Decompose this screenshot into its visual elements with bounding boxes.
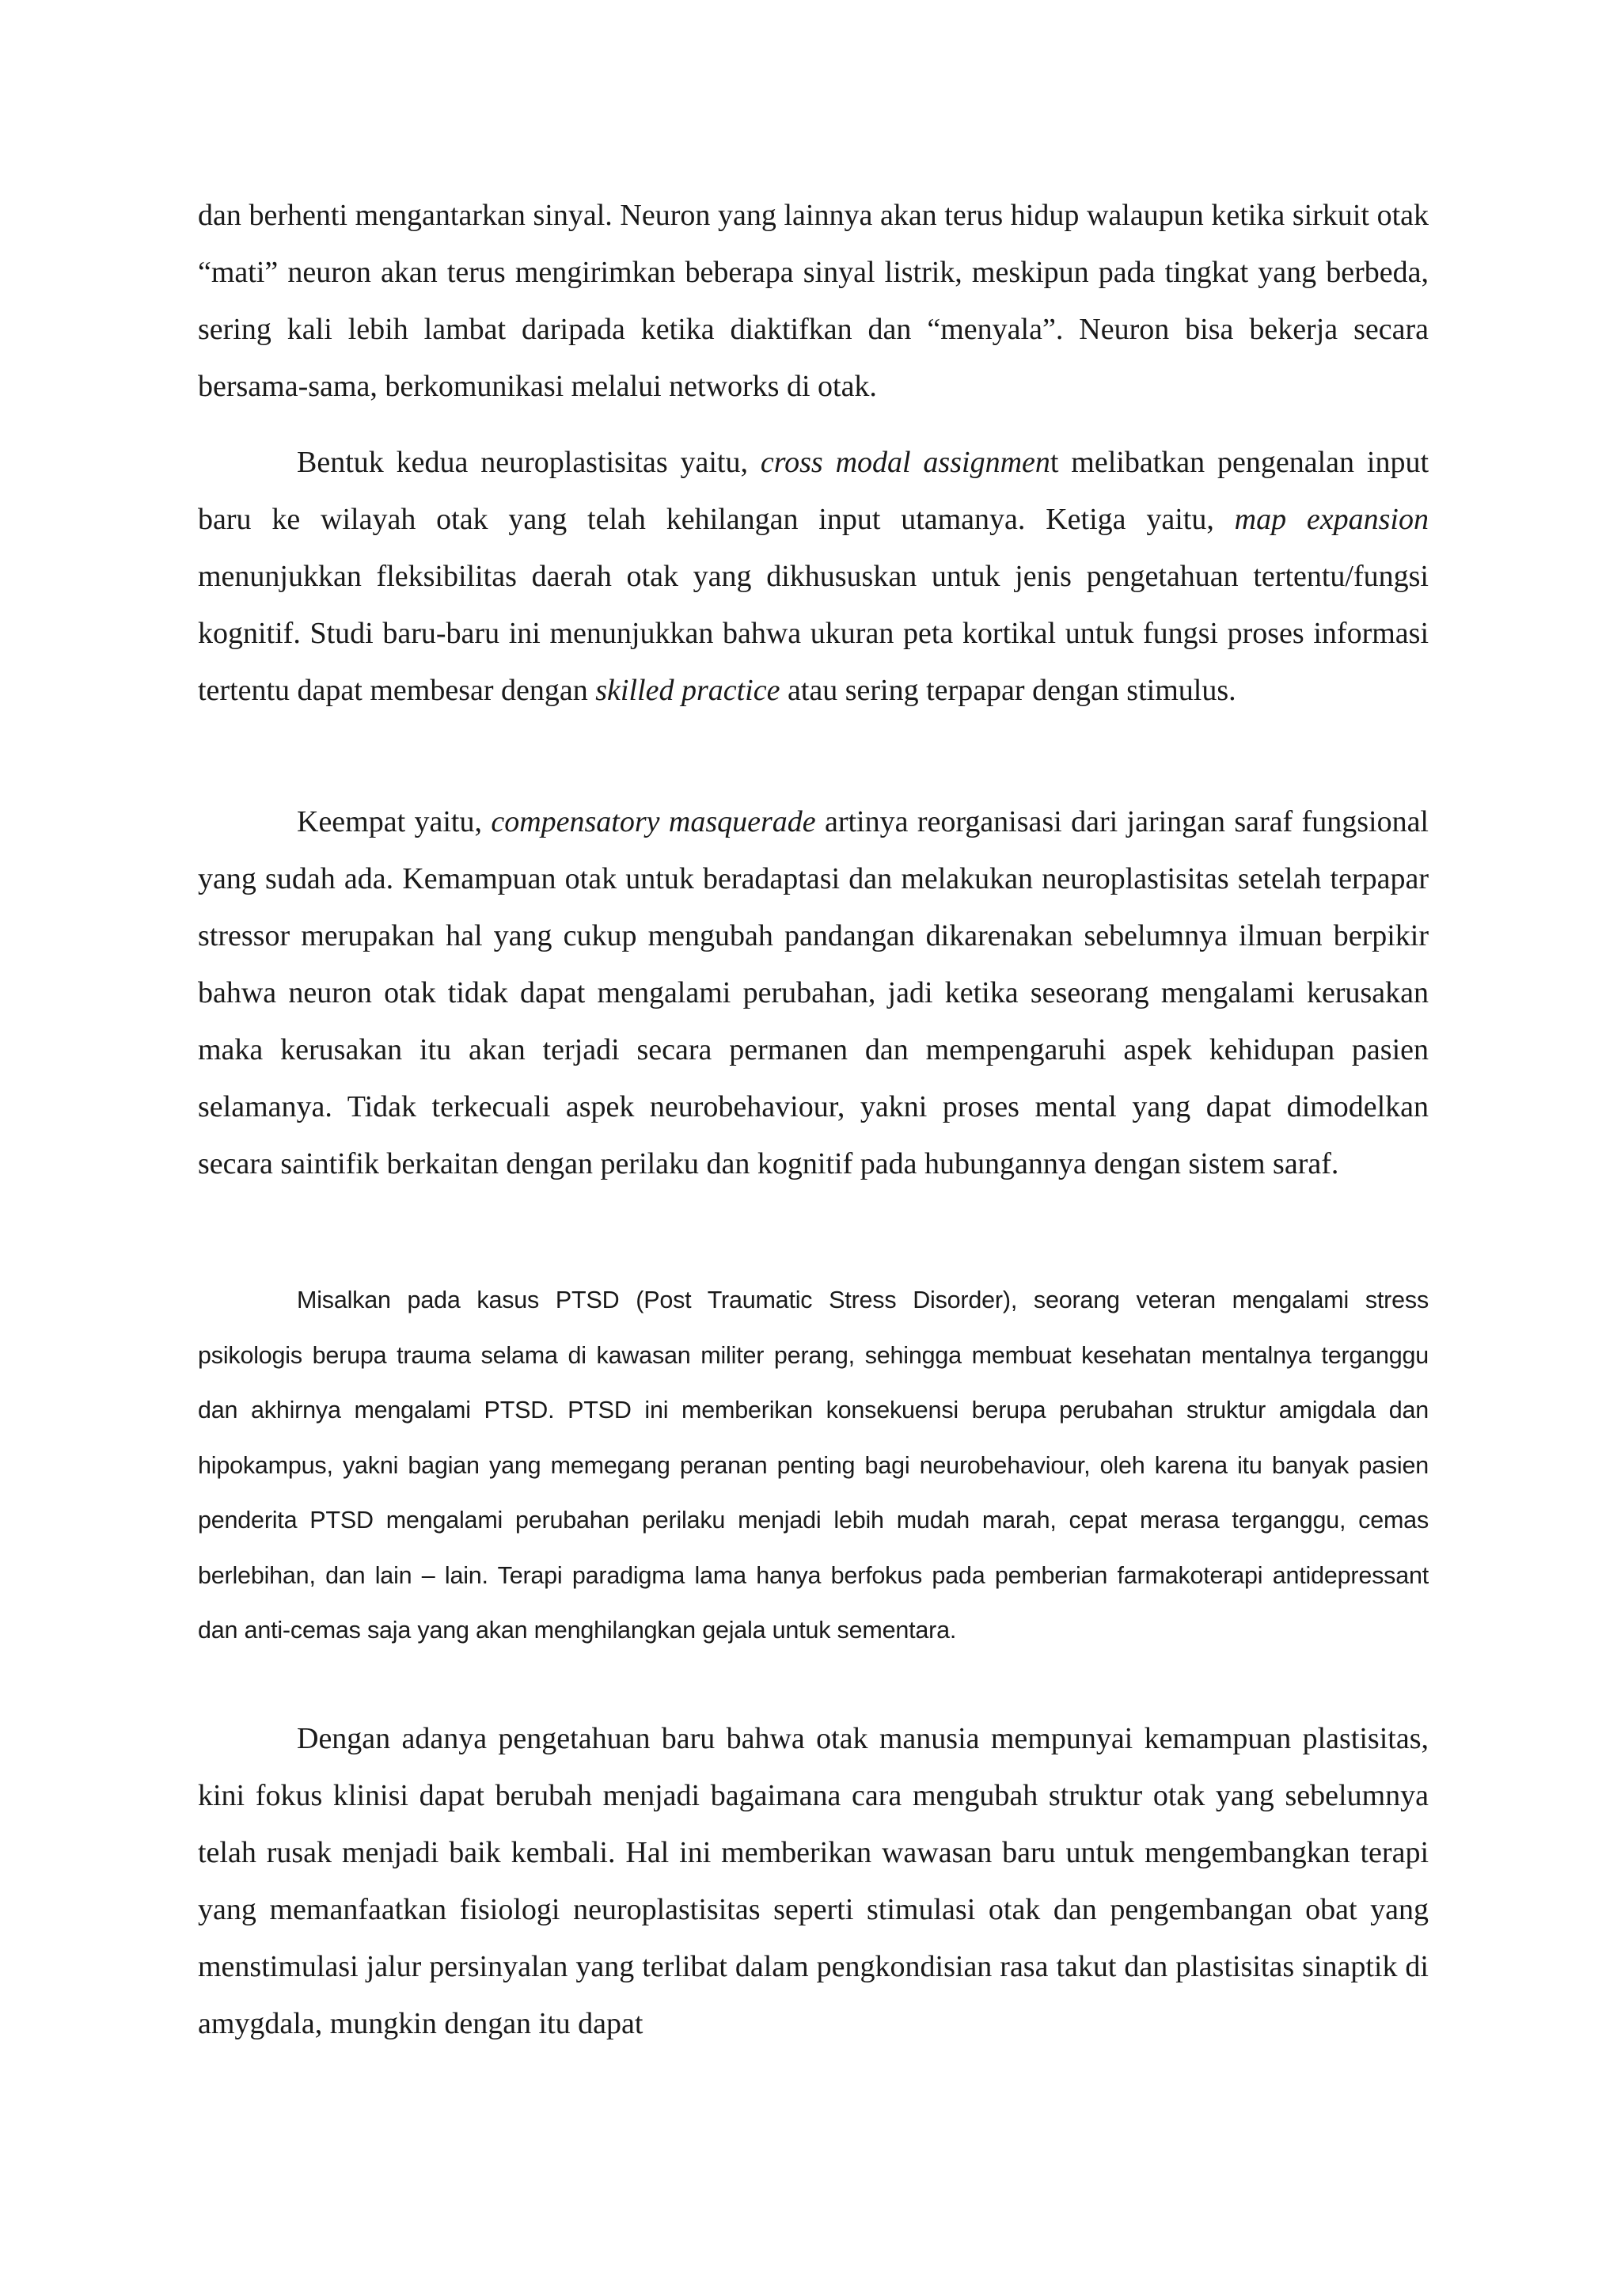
paragraph-2-text: atau sering terpapar dengan stimulus. [780,674,1236,707]
paragraph-3-italic-term: compensatory masquerade [491,805,816,838]
paragraph-2-text: t melibatkan pengenalan input baru ke wilayah otak yang telah kehilangan input utamanya. Ketiga yaitu, [198,446,1429,536]
paragraph-3-text: Keempat yaitu, [297,805,492,838]
paragraph-2 [198,434,1429,719]
paragraph-1 [198,187,1429,415]
paragraph-3 [198,793,1429,1192]
paragraph-5 [198,1710,1429,2052]
paragraph-2-italic-term: cross modal assignmen [760,446,1050,479]
paragraph-3-text: artinya reorganisasi dari jaringan saraf fungsional yang sudah ada. Kemampuan otak untuk beradaptasi dan melakukan neuroplastisitas setelah terpapar stressor merupakan hal yang cukup mengubah pandangan dikarenakan sebelumnya ilmuan berpikir bahwa neuron otak tidak dapat mengalami perubahan, jadi ketika seseorang mengalami kerusakan maka kerusakan itu akan terjadi secara permanen dan mempengaruhi aspek kehidupan pasien selamanya. Tidak terkecuali aspek neurobehaviour, yakni proses mental yang dapat dimodelkan secara saintifik berkaitan dengan perilaku dan kognitif pada hubungannya dengan sistem saraf. [198,805,1429,1180]
paragraph-2-text: menunjukkan fleksibilitas daerah otak yang dikhususkan untuk jenis pengetahuan tertentu/fungsi kognitif. Studi baru-baru ini menunjukkan bahwa ukuran peta kortikal untuk fungsi proses informasi tertentu dapat membesar dengan [198,560,1429,707]
paragraph-2-text: Bentuk kedua neuroplastisitas yaitu, [297,446,761,479]
paragraph-2-italic-term: skilled practice [595,674,780,707]
paragraph-2-italic-term: map expansion [1234,503,1429,536]
paragraph-1-text: dan berhenti mengantarkan sinyal. Neuron yang lainnya akan terus hidup walaupun ketika sirkuit otak “mati” neuron akan terus mengirimkan beberapa sinyal listrik, meskipun pada tingkat yang berbeda, sering kali lebih lambat daripada ketika diaktifkan dan “menyala”. Neuron bisa bekerja secara bersama-sama, berkomunikasi melalui networks di otak. [198,199,1429,403]
paragraph-4 [198,1273,1429,1659]
paragraph-5-text: Dengan adanya pengetahuan baru bahwa otak manusia mempunyai kemampuan plastisitas, kini fokus klinisi dapat berubah menjadi bagaimana cara mengubah struktur otak yang sebelumnya telah rusak menjadi baik kembali. Hal ini memberikan wawasan baru untuk mengembangkan terapi yang memanfaatkan fisiologi neuroplastisitas seperti stimulasi otak dan pengembangan obat yang menstimulasi jalur persinyalan yang terlibat dalam pengkondisian rasa takut dan plastisitas sinaptik di amygdala, mungkin dengan itu dapat [198,1722,1429,2040]
paragraph-4-text: Misalkan pada kasus PTSD (Post Traumatic Stress Disorder), seorang veteran mengalami stress psikologis berupa trauma selama di kawasan militer perang, sehingga membuat kesehatan mentalnya terganggu dan akhirnya mengalami PTSD. PTSD ini memberikan konsekuensi berupa perubahan struktur amigdala dan hipokampus, yakni bagian yang memegang peranan penting bagi neurobehaviour, oleh karena itu banyak pasien penderita PTSD mengalami perubahan perilaku menjadi lebih mudah marah, cepat merasa terganggu, cemas berlebihan, dan lain – lain. Terapi paradigma lama hanya berfokus pada pemberian farmakoterapi antidepressant dan anti-cemas saja yang akan menghilangkan gejala untuk sementara. [198,1287,1429,1644]
